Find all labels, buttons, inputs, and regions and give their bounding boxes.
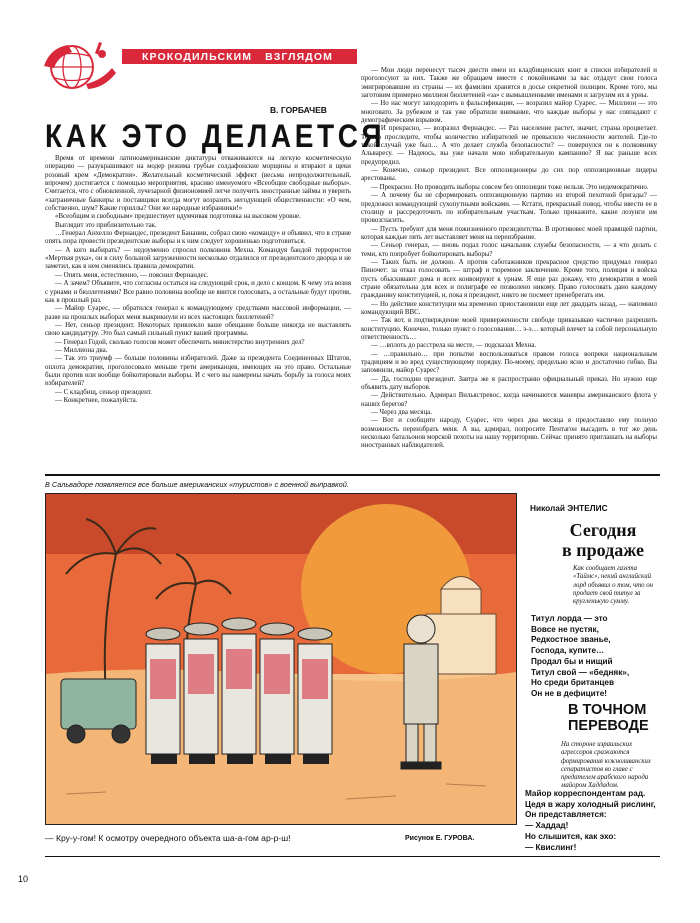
poem-line: Но среди британцев — [531, 678, 615, 688]
poem-line: Редкостное званье, — [531, 635, 611, 645]
poem-line: — Хаддад! — [525, 821, 569, 831]
article-paragraph: …Генерал Анхелло Фернандес, президент Банании, собрал свою «команду» и объявил, что в стране опять пора провести президентские выборы и к ним следует хорошенько подготовиться. — [45, 230, 351, 246]
article-column-2 — [361, 67, 657, 473]
article-paragraph: — Миллиона два. — [55, 346, 108, 354]
poem-line: Майор корреспондентам рад. — [525, 789, 646, 798]
article-paragraph: — А почему бы не сформировать оппозиционную партию из второй пехотной бригады? — предложил командующий сухопутными войсками. — Кстати, прекрасный повод, чтобы ввести ее в столицу и рассредоточить по избирательным участкам. Только прикажите, какие лозунги им провозгласить. — [361, 192, 657, 225]
sidebar-title-2 — [568, 702, 668, 734]
rubric-logo — [42, 40, 118, 90]
article-paragraph: — Генерал Годой, сколько голосов может обеспечить министерство внутренних дел? — [55, 338, 305, 346]
article-paragraph: — Майор Суарес, — обратился генерал к командующему средствами массовой информации, — разве на прошлых выборах меня выкрикнули из всех настоящих бюллетеней? — [45, 305, 351, 321]
globe-crocodile-icon — [42, 40, 118, 90]
article-title: КАК ЭТО ДЕЛАЕТСЯ — [45, 118, 386, 154]
article-paragraph: — …правильно… при попытке воспользоваться правом голоса вопреки национальным традициям и во вред существующему порядку. По-моему, предельно ясно и достаточно гибко. Вы запомнили, майор Суарес? — [361, 350, 657, 375]
cartoon-illustration — [46, 494, 516, 824]
poem-line: — Квислинг! — [525, 842, 577, 852]
sidebar-title2-line1: В ТОЧНОМ — [568, 702, 647, 718]
poem-line: Господа, купите… — [531, 646, 605, 656]
poem-line: Он представляется: — [525, 810, 607, 820]
footer-divider — [45, 856, 660, 857]
article-paragraph: — Так это триумф — больше половины избирателей. Даже за президента Соединенных Штатов, оплота демократии, проголосовало меньше трети американцев, имеющих на это право. Остальные были против или вообще бойкотировали выборы. И с чего вы намерены начать борьбу за голоса моих избирателей? — [45, 355, 351, 388]
cartoon-caption-bottom: — Кру-у-гом! К осмотру очередного объекта ша-а-гом ар-р-ш! — [45, 833, 291, 843]
sidebar-title2-line2: ПЕРЕВОДЕ — [568, 718, 649, 734]
article-paragraph: — Опять меня, естественно, — пояснил Фернандес. — [55, 271, 209, 279]
sidebar-intro-2: На стороне израильских агрессоров сражаются формирования южноливанских сепаратистов во главе с предателем арабского народа майором Хаддадом. — [561, 741, 651, 790]
sidebar-title-line2: в продаже — [562, 540, 644, 560]
article-column-1 — [45, 155, 351, 473]
article-paragraph: — Действительно. Адмирал Вильястревос, когда начинаются маневры американского флота у наших берегов? — [361, 392, 657, 408]
article-paragraph: — Конечно, сеньор президент. Все оппозиционеры до сих пор оппозиционные лидеры арестованы. — [361, 167, 657, 183]
poem-line: Продал бы и нищий — [531, 656, 613, 666]
sidebar-author: Николай ЭНТЕЛИС — [530, 503, 608, 513]
article-paragraph: — Таких быть не должно. А против саботажников прекрасное средство придумал генерал Пиночет: за отказ голосовать — штраф и тюремное заключение. Кроме того, полиция и войска пусть обыскивают дома и всех конвоируют к урнам. Я еще раз докажу, что демократия в моей стране обязательна для всех и полиграфе ее позволено никому. Право голосовать дано каждому гражданину конституцией, и, пока я президент, никто не посмеет пренебрегать им. — [361, 258, 657, 300]
article-paragraph: — Но действие конституции мы временно приостановили еще лет двадцать назад, — напомнил командующий ВВС. — [361, 300, 657, 316]
section-divider — [45, 474, 660, 476]
rubric-label: КРОКОДИЛЬСКИМ ВЗГЛЯДОМ — [142, 51, 333, 63]
poem-line: Вовсе не пустяк, — [531, 624, 599, 634]
poem-line: Цедя в жару холодный рислинг, — [525, 799, 656, 809]
article-paragraph: — И прекрасно, — возразил Фернандес. — Раз население растет, значит, страна процветает. Только проследите, чтобы количество избирателей не превысило численности жителей. Где-то такой случай уже был… А что делает служба безопасности? — повернулся он к полковнику Альваресу. — Надеюсь, вы уже начали мою избирательную кампанию? Я вас раньше всех предупредил. — [361, 125, 657, 166]
poem-line: Титул лорда — это — [531, 614, 608, 623]
cartoon-credit: Рисунок Е. ГУРОВА. — [405, 835, 475, 842]
article-paragraph: — Конкретнее, пожалуйста. — [55, 396, 138, 404]
article-paragraph: — Но нас могут заподозрить в фальсификации, — возразил майор Суарес. — Миллион — это многовато. За рубежом и так уже обратили внимание, что каждые выборы у нас совпадают с демографическим взрывом. — [361, 100, 657, 125]
article-paragraph: — Так вот, в подтверждение моей приверженности свободе приказываю частично разрешить конституцию. Конечно, только пункт о голосовании… э-э… который влечет за собой персональную ответственность… — [361, 317, 657, 341]
article-paragraph: «Всеобщим и свободным» предшествует вдумчивая подготовка на высоком уровне. — [55, 213, 301, 221]
sidebar-poem-2 — [525, 789, 665, 853]
article-paragraph: — Мои люди перенесут тысяч двести имен из кладбищенских книг в списки избирателей и проголосуют за них. Также же обращаем вместе с покойниками за вас отдадут свои голоса эмигрировавшие из страны — их фамилии хранятся в досье секретной полиции. Кроме того, мы заготовим примерно миллион бюллетеней «за» с вымышленными именами и загрузим их в урны. — [361, 67, 657, 100]
article-paragraph: — Через два месяца. — [371, 409, 432, 417]
article-paragraph: Выглядит это приблизительно так. — [55, 221, 157, 229]
sidebar-title — [548, 520, 658, 560]
article-paragraph: — Да, господин президент. Завтра же я распространю официальный приказ. Но нужно еще объявить дату выборов. — [361, 375, 657, 392]
poem-line: Но слышится, как эхо: — [525, 831, 617, 841]
poem-line: Титул свой — «бедняк», — [531, 667, 630, 677]
article-paragraph: Время от времени латиноамериканские диктатуры отваживаются на легкую косметическую операцию — разукрашивают на модер режима грубые солдафонские морщины и втирают в щеки розовый крем «Демократия». Желательный косметический эффект (весьма непродолжительный, впрочем) достигается с помощью мероприятия, красиво именуемого «Всеобщие свободные выборы». Считается, что с обновленной, лучезарной физиономией легче получить иностранные займы и уверить «заграничные банкиры и поставщики всегда могут возразить негодующей общественности: «О чем, собственно, шум? Какие гориллы? Они же народные избранники!» — [45, 155, 351, 213]
article-paragraph: — Вот и сообщите народу, Суарес, что через два месяца я предоставлю ему полную возможность переизбрать меня. А вы, адмирал, попросите Пентагон высадить в тот же день несколько батальонов морской пехоты на нашу территорию. Сейчас принято приглашать на выборы иностранных наблюдателей. — [361, 417, 657, 450]
article-paragraph: — А зачем? Объявите, что согласны остаться на следующий срок, и дело с концом. К чему эта возня с урнами и бюллетенями? Все равно половина вообще не явится голосовать, а остальные будут против, как в прошлый раз. — [45, 280, 351, 304]
sidebar-intro: Как сообщает газета «Таймс», некий английский лорд объявил о том, что он продает свой титул за кругленькую сумму. — [573, 565, 654, 606]
article-paragraph: — Сеньор генерал, — вновь подал голос начальник службы безопасности, — а что делать с теми, кто попробует бойкотировать выборы? — [361, 242, 657, 258]
article-paragraph: — Пусть требуют для меня пожизненного президентства. В противовес моей правящей партии, которая каждые пять лет выставляет меня на переизбрание. — [361, 225, 657, 241]
page-number: 10 — [18, 874, 29, 884]
article-paragraph: — Прекрасно. Но проводить выборы совсем без оппозиции тоже нельзя. Это недемократично. — [371, 183, 649, 191]
cartoon-frame — [45, 493, 517, 825]
article-paragraph: — С кладбищ, сеньор президент. — [55, 388, 153, 396]
article-author: В. ГОРБАЧЕВ — [270, 105, 327, 115]
poem-line: Он не в дефиците! — [531, 688, 607, 698]
article-paragraph: — …вплоть до расстрела на месте, — подсказал Мехна. — [371, 342, 537, 350]
cartoon-caption-top: В Сальвадоре появляется все больше американских «туристов» с военной выправкой. — [45, 480, 349, 489]
article-paragraph: — Нет, сеньор президент. Некоторых привлекло ваше обещание больше никогда не выставлять свою кандидатуру. Это был самый сильный пункт вашей программы. — [45, 321, 351, 338]
sidebar-poem-1 — [531, 614, 661, 700]
sidebar-title-line1: Сегодня — [569, 520, 637, 540]
article-paragraph: — А кого выбирать? — недоуменно спросил полковник Мехна. Командуя бандой террористов «Мертвая рука», он в силу большой загруженности несколько отдалился от президентского дворца и не заметил, как в нем сменялись правила демократии. — [45, 246, 351, 271]
